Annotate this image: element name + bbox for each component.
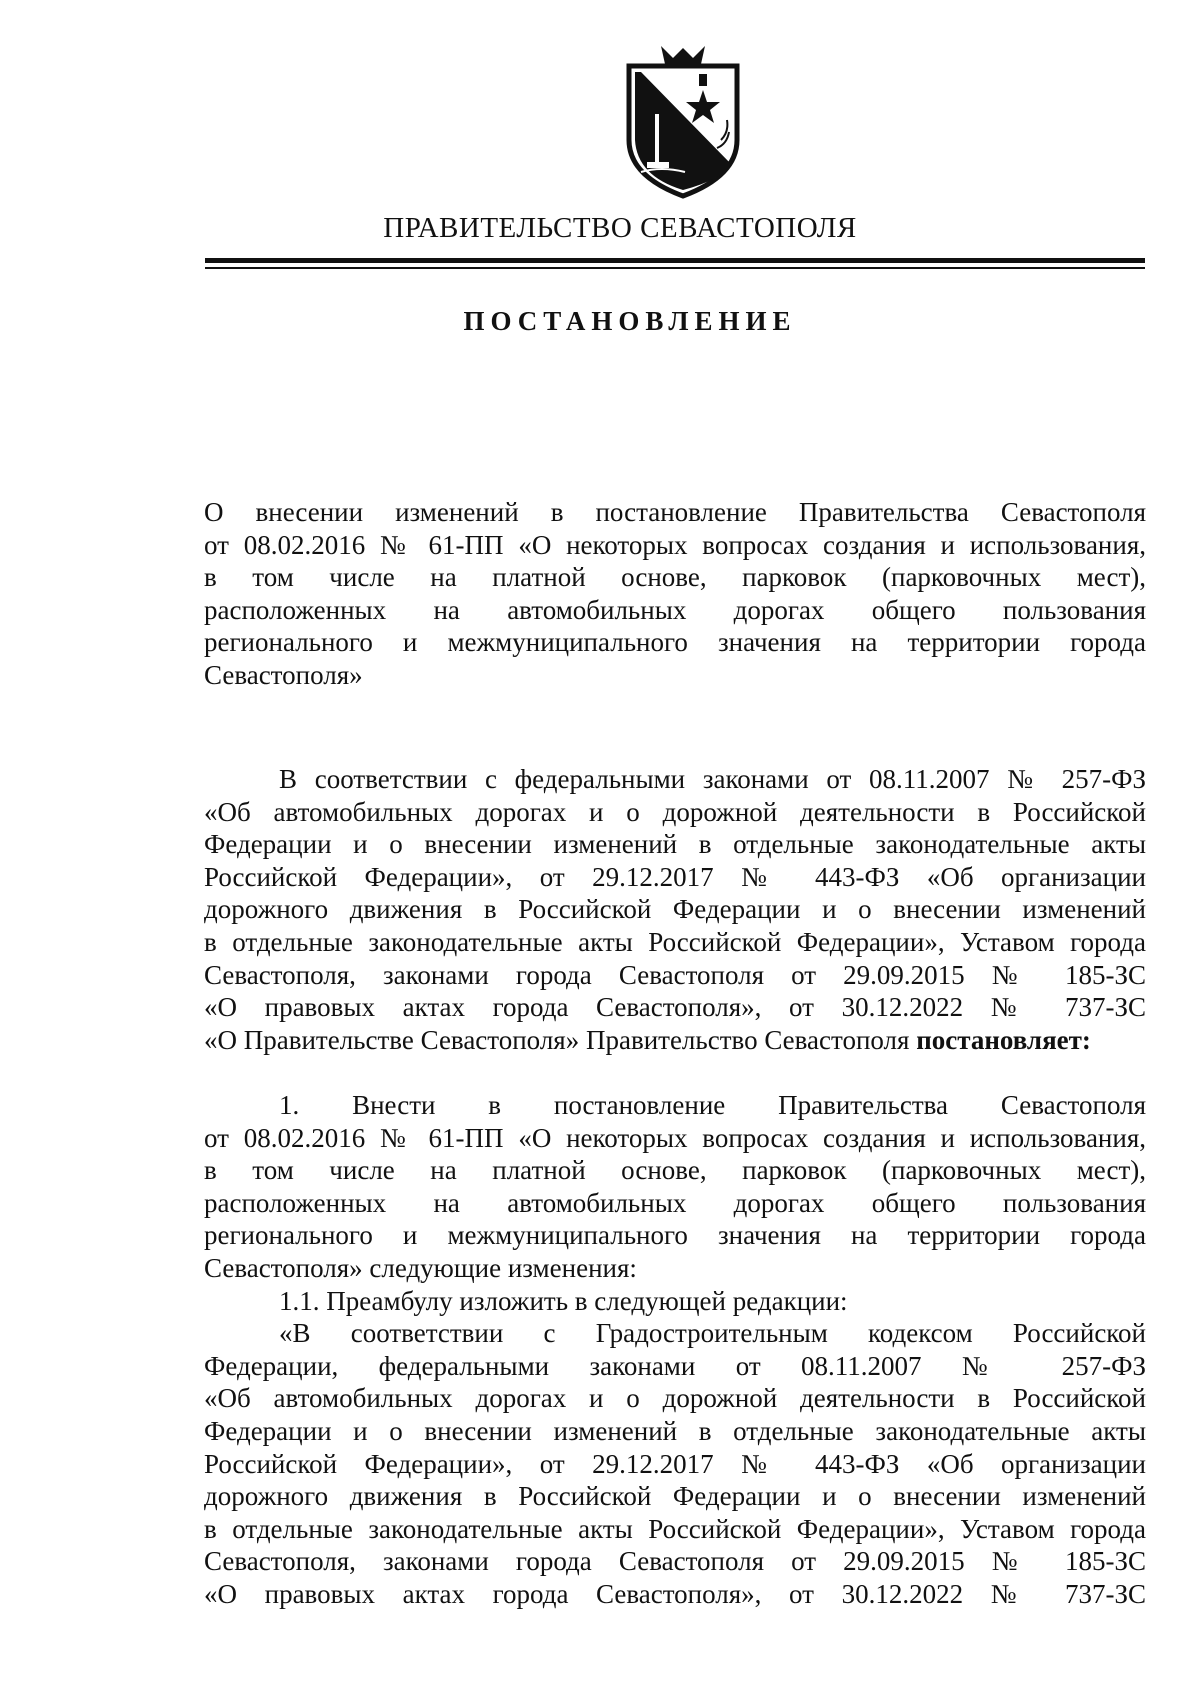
item-1-line: в том числе на платной основе, парковок (парковочных мест), — [204, 1155, 1146, 1186]
header-rule-thick — [205, 258, 1145, 263]
preamble-line: В соответствии с федеральными законами от 08.11.2007 № 257-ФЗ — [279, 764, 1146, 794]
document-title — [204, 496, 1146, 692]
item-1-line: расположенных на автомобильных дорогах общего пользования — [204, 1187, 1146, 1218]
quote-line: в отдельные законодательные акты Российской Федерации», Уставом города — [204, 1513, 1146, 1544]
item-1-paragraph — [204, 1089, 1146, 1611]
title-line: О внесении изменений в постановление Правительства Севастополя — [204, 497, 1146, 527]
header-rule-thin — [205, 267, 1145, 269]
item-1-line: 1. Внести в постановление Правительства Севастополя — [279, 1090, 1146, 1120]
document-type: ПОСТАНОВЛЕНИЕ — [463, 306, 797, 336]
preamble-line: «О правовых актах города Севастополя», от 30.12.2022 № 737-ЗС — [204, 992, 1146, 1023]
preamble-line: дорожного движения в Российской Федерации и о внесении изменений — [204, 894, 1146, 925]
preamble-paragraph — [204, 763, 1146, 1056]
title-line: регионального и межмуниципального значения на территории города — [204, 627, 1146, 658]
resolution-keyword: постановляет: — [916, 1024, 1091, 1055]
preamble-last-line — [204, 1024, 1146, 1057]
item-1-1-line: 1.1. Преамбулу изложить в следующей редакции: — [279, 1285, 848, 1316]
item-1-line: Севастополя» следующие изменения: — [204, 1252, 637, 1283]
preamble-line: Федерации и о внесении изменений в отдельные законодательные акты — [204, 829, 1146, 860]
quote-line: Севастополя, законами города Севастополя от 29.09.2015 № 185-ЗС — [204, 1546, 1146, 1577]
title-line: расположенных на автомобильных дорогах общего пользования — [204, 594, 1146, 625]
quote-line: дорожного движения в Российской Федерации и о внесении изменений — [204, 1481, 1146, 1512]
item-1-line: регионального и межмуниципального значения на территории города — [204, 1220, 1146, 1251]
title-line: в том числе на платной основе, парковок (парковочных мест), — [204, 562, 1146, 593]
sevastopol-coat-of-arms-icon — [621, 44, 745, 200]
quote-line: «Об автомобильных дорогах и о дорожной деятельности в Российской — [204, 1383, 1146, 1414]
title-line: Севастополя» — [204, 659, 363, 690]
quote-line: Федерации и о внесении изменений в отдельные законодательные акты — [204, 1415, 1146, 1446]
quote-line: «В соответствии с Градостроительным кодексом Российской — [279, 1318, 1146, 1349]
quote-line: «О правовых актах города Севастополя», от 30.12.2022 № 737-ЗС — [204, 1578, 1146, 1609]
quote-line: Федерации, федеральными законами от 08.11.2007 № 257-ФЗ — [204, 1350, 1146, 1381]
preamble-line: «Об автомобильных дорогах и о дорожной деятельности в Российской — [204, 796, 1146, 827]
title-line: от 08.02.2016 № 61-ПП «О некоторых вопросах создания и использования, — [204, 529, 1146, 560]
item-1-line: от 08.02.2016 № 61-ПП «О некоторых вопросах создания и использования, — [204, 1122, 1146, 1153]
preamble-line: Севастополя, законами города Севастополя от 29.09.2015 № 185-ЗС — [204, 959, 1146, 990]
preamble-last-text: «О Правительстве Севастополя» Правительство Севастополя — [204, 1024, 917, 1055]
preamble-line: в отдельные законодательные акты Российской Федерации», Уставом города — [204, 926, 1146, 957]
organization-name: ПРАВИТЕЛЬСТВО СЕВАСТОПОЛЯ — [383, 212, 857, 244]
quote-line: Российской Федерации», от 29.12.2017 № 443-ФЗ «Об организации — [204, 1448, 1146, 1479]
preamble-line: Российской Федерации», от 29.12.2017 № 443-ФЗ «Об организации — [204, 861, 1146, 892]
